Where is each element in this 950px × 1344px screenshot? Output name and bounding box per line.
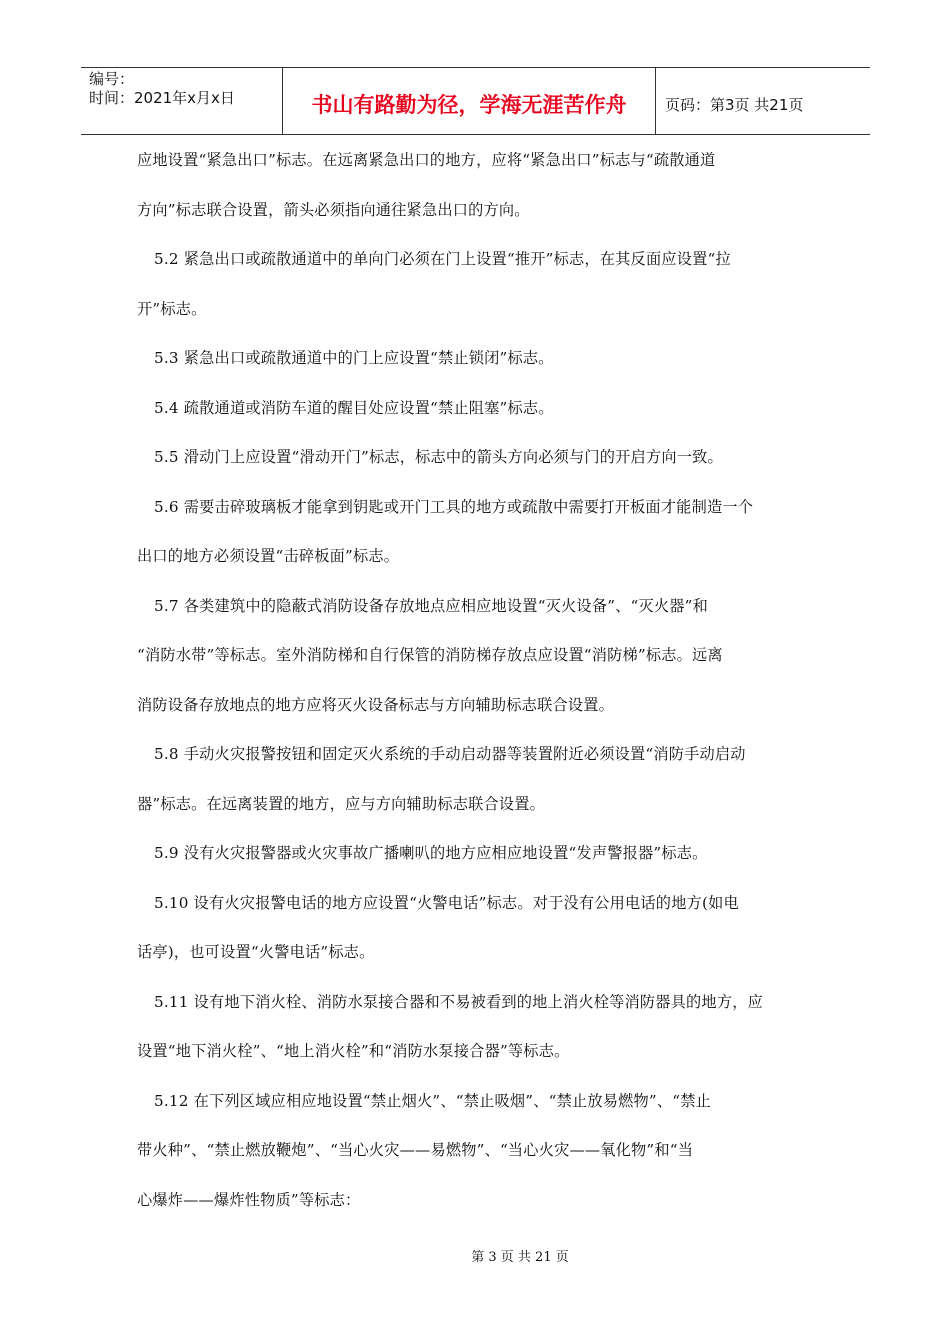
- paragraph-line: 心爆炸——爆炸性物质”等标志：: [137, 1190, 361, 1209]
- paragraph-line: 5.4 疏散通道或消防车道的醒目处应设置“禁止阻塞”标志。: [154, 398, 554, 417]
- header-motto: 书山有路勤为径，学海无涯苦作舟: [283, 68, 656, 134]
- paragraph-line: 出口的地方必须设置“击碎板面”标志。: [137, 547, 400, 565]
- paragraph-line: 应地设置“紧急出口”标志。在远离紧急出口的地方，应将“紧急出口”标志与“疏散通道: [137, 151, 716, 169]
- paragraph-line: 话亭)，也可设置“火警电话”标志。: [137, 943, 375, 961]
- paragraph-line: 5.3 紧急出口或疏散通道中的门上应设置“禁止锁闭”标志。: [154, 349, 554, 367]
- paragraph-line: 5.7 各类建筑中的隐蔽式消防设备存放地点应相应地设置“灭火设备”、“灭火器”和: [154, 596, 709, 615]
- paragraph-line: 5.10 设有火灾报警电话的地方应设置“火警电话”标志。对于没有公用电话的地方(如电: [154, 893, 739, 912]
- paragraph-line: 5.11 设有地下消火栓、消防水泵接合器和不易被看到的地上消火栓等消防器具的地方，应: [154, 992, 763, 1011]
- time-label: 时间：2021年x月x日: [89, 89, 235, 107]
- document-body: [137, 148, 817, 1237]
- document-header: [81, 67, 870, 135]
- code-label: 编号：: [89, 70, 135, 88]
- paragraph-line: 5.9 没有火灾报警器或火灾事故广播喇叭的地方应相应地设置“发声警报器”标志。: [154, 844, 708, 862]
- paragraph-line: 带火种”、“禁止燃放鞭炮”、“当心火灾——易燃物”、“当心火灾——氧化物”和“当: [137, 1141, 694, 1159]
- paragraph-line: 5.8 手动火灾报警按钮和固定灭火系统的手动启动器等装置附近必须设置“消防手动启动: [154, 745, 746, 763]
- paragraph-line: 开”标志。: [137, 299, 207, 318]
- paragraph-line: 方向”标志联合设置，箭头必须指向通往紧急出口的方向。: [137, 200, 530, 219]
- paragraph-line: 5.2 紧急出口或疏散通道中的单向门必须在门上设置“推开”标志，在其反面应设置“拉: [154, 250, 731, 268]
- paragraph-line: 器”标志。在远离装置的地方，应与方向辅助标志联合设置。: [137, 794, 546, 813]
- paragraph-line: “消防水带”等标志。室外消防梯和自行保管的消防梯存放点应设置“消防梯”标志。远离: [137, 646, 723, 664]
- paragraph-line: 5.5 滑动门上应设置“滑动开门”标志，标志中的箭头方向必须与门的开启方向一致。: [154, 448, 723, 466]
- page-footer: 第 3 页 共 21 页: [471, 1250, 569, 1265]
- paragraph-line: 设置“地下消火栓”、“地上消火栓”和“消防水泵接合器”等标志。: [137, 1042, 570, 1060]
- paragraph-line: 5.6 需要击碎玻璃板才能拿到钥匙或开门工具的地方或疏散中需要打开板面才能制造一个: [154, 497, 754, 516]
- paragraph-line: 消防设备存放地点的地方应将灭火设备标志与方向辅助标志联合设置。: [137, 695, 615, 714]
- paragraph-line: 5.12 在下列区域应相应地设置“禁止烟火”、“禁止吸烟”、“禁止放易燃物”、“禁止: [154, 1091, 712, 1110]
- header-meta: [81, 68, 283, 134]
- header-page-label: 页码：第3页 共21页: [665, 95, 804, 114]
